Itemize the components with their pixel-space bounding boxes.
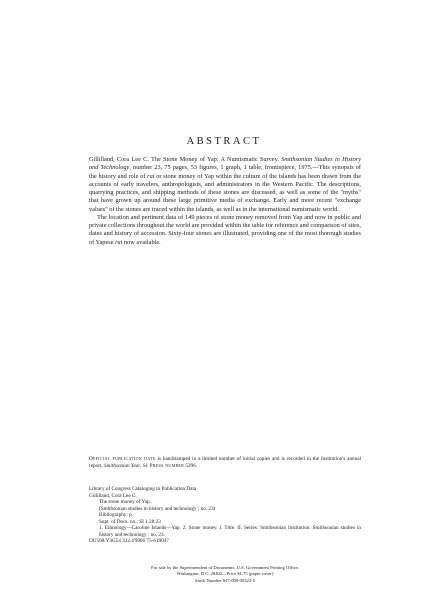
- series-title: Smithsonian Studies in History and Technology: [89, 156, 361, 172]
- stock-number: Stock Number 047-000-00322-5: [195, 578, 255, 583]
- citation-text: Gillilland, Cora Lee C. The Stone Money of Yap: A Numismatic Survey.: [89, 156, 282, 163]
- cip-title: The stone money of Yap.: [99, 499, 151, 506]
- notice-text: is handstamped in a limited number of initial copies and is recorded in the Institution's annual report,: [89, 456, 361, 469]
- press-number-label: SI Press number: [142, 462, 185, 469]
- cip-heading: Library of Congress Cataloging in Publication Data: [89, 486, 197, 492]
- notice-lead: Official publication date: [89, 456, 156, 462]
- press-number: 5296.: [184, 462, 198, 469]
- rai-term: rai: [147, 172, 155, 180]
- sale-line-1: For sale by the Superintendent of Documents, U.S. Government Printing Office,: [151, 565, 299, 570]
- cip-author: Gillilland, Cora Lee C.: [89, 492, 137, 499]
- sale-info: [104, 565, 346, 577]
- notice-separator: .: [140, 462, 143, 469]
- synopsis-text: or stone money of Yap within the culture of the islands has been drawn from the accounts of early travelers, anthropologists, and administrators in the Western Pacific. The descriptions, quarrying practices, and shipping methods of these stones are discussed, as well as some of the "myths" that have grown up around these large primitive media of exchange. Early and more recent "exchange values" of the stones are traced within the islands, as well as in the international numismatic world.: [89, 172, 361, 213]
- cip-series: (Smithsonian studies in history and technology ; no. 23): [99, 505, 216, 512]
- publication-date-notice: [89, 456, 361, 470]
- cip-subjects: 1. Ethnology—Caroline Islands—Yap. 2. Stone money. I. Title. II. Series: Smithsonian Institution. Smithsonian studies in history and technology ; no. 23.: [99, 525, 361, 538]
- abstract-paragraph-2: [89, 214, 361, 247]
- sale-line-2: Washington, D.C. 20402—Price $1.75 (paper cover): [176, 570, 274, 576]
- cip-docs-number: Supt. of Docs. no.: SI 1.28:23: [99, 518, 161, 525]
- abstract-heading: ABSTRACT: [186, 136, 262, 147]
- annual-report-title: Smithsonian Year: [103, 462, 141, 469]
- rai-term: rai: [115, 238, 123, 246]
- cip-bibliography: Bibliography: p.: [99, 512, 134, 519]
- abstract-body: [89, 156, 361, 247]
- citation-details: , number 23, 75 pages, 53 figures, 1 graph, 1 table, frontispiece, 1975.—This synopsis of the history and role of: [89, 164, 361, 180]
- paragraph-text-end: now available.: [122, 238, 161, 246]
- cataloging-data: [89, 486, 361, 545]
- abstract-paragraph-1: [89, 156, 361, 214]
- paragraph-text: The location and pertinent data of 149 pieces of stone money removed from Yap and now in public and private collections throughout the world are provided within the table for reference and comparison of sites, dates and history of accession. Sixty-four stones are illustrated, providing one of the most thorough studies of Yapese: [89, 213, 361, 246]
- cip-call-number: DU568.Y3G54 332.4'9966 75-619047: [89, 538, 169, 545]
